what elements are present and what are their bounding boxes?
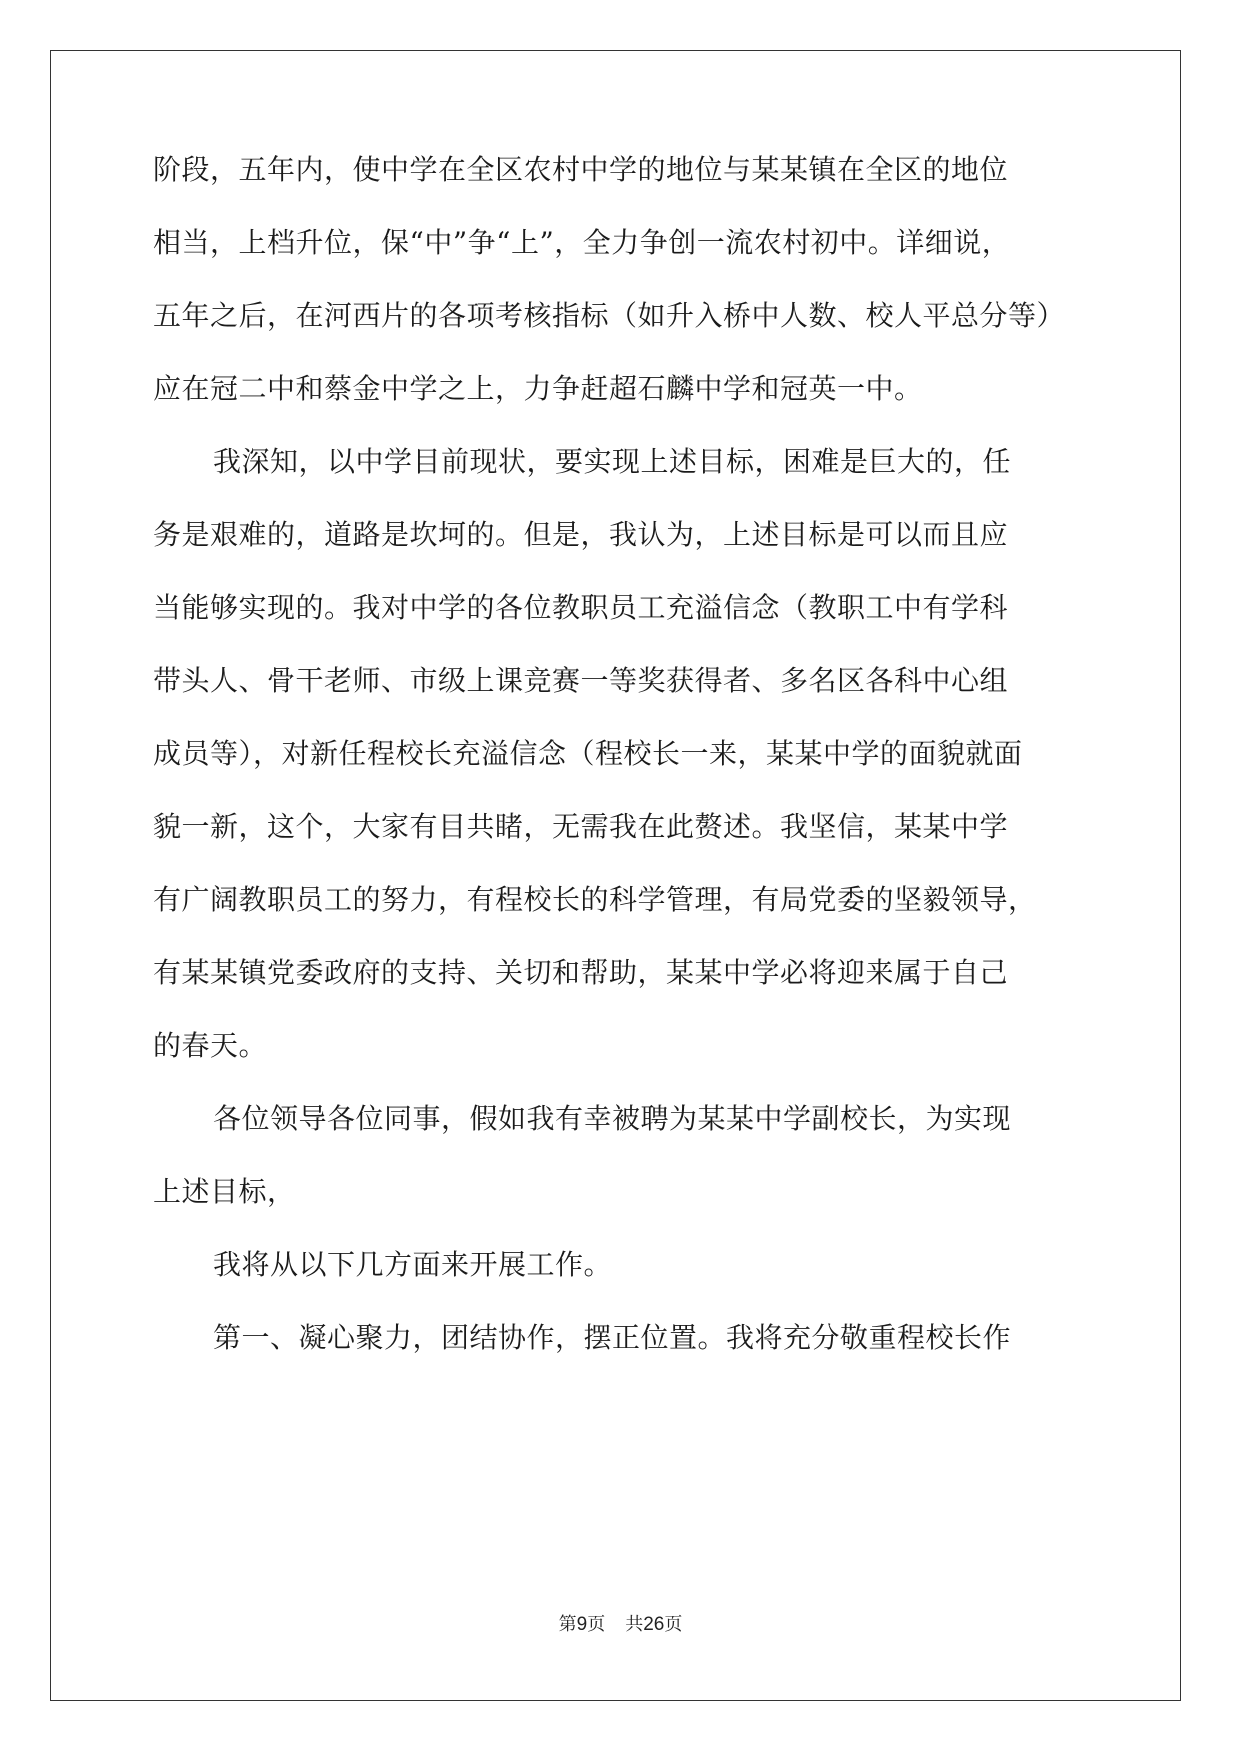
text-line: 五年之后，在河西片的各项考核指标（如升入桥中人数、校人平总分等）	[153, 299, 1066, 332]
page-prefix: 第	[558, 1614, 577, 1635]
paragraph-start-line: 我深知，以中学目前现状，要实现上述目标，困难是巨大的，任	[213, 445, 1012, 478]
text-line: 应在冠二中和蔡金中学之上，力争赶超石麟中学和冠英一中。	[153, 372, 923, 405]
paragraph-start-line: 我将从以下几方面来开展工作。	[213, 1248, 613, 1281]
text-line: 阶段，五年内，使中学在全区农村中学的地位与某某镇在全区的地位	[153, 153, 1009, 186]
text-line: 的春天。	[153, 1029, 268, 1062]
page-footer	[0, 1613, 1241, 1637]
page-number: 9	[576, 1614, 588, 1635]
text-line: 成员等），对新任程校长充溢信念（程校长一来，某某中学的面貌就面	[153, 737, 1023, 770]
total-unit: 页	[664, 1614, 683, 1635]
text-line: 带头人、骨干老师、市级上课竞赛一等奖获得者、多名区各科中心组	[153, 664, 1009, 697]
text-line: 务是艰难的，道路是坎坷的。但是，我认为，上述目标是可以而且应	[153, 518, 1009, 551]
text-line: 有广阔教职员工的努力，有程校长的科学管理，有局党委的坚毅领导，	[153, 883, 1037, 916]
paragraph-start-line: 各位领导各位同事，假如我有幸被聘为某某中学副校长，为实现	[213, 1102, 1012, 1135]
paragraph-start-line: 第一、凝心聚力，团结协作，摆正位置。我将充分敬重程校长作	[213, 1321, 1012, 1354]
text-line: 上述目标，	[153, 1175, 296, 1208]
text-line: 有某某镇党委政府的支持、关切和帮助，某某中学必将迎来属于自己	[153, 956, 1009, 989]
page-unit: 页	[587, 1614, 606, 1635]
total-pages: 26	[643, 1614, 665, 1635]
text-line: 貌一新，这个，大家有目共睹，无需我在此赘述。我坚信，某某中学	[153, 810, 1009, 843]
total-prefix: 共	[625, 1614, 644, 1635]
text-line: 当能够实现的。我对中学的各位教职员工充溢信念（教职工中有学科	[153, 591, 1009, 624]
text-line: 相当，上档升位，保“中”争“上”，全力争创一流农村初中。详细说，	[153, 226, 1011, 259]
